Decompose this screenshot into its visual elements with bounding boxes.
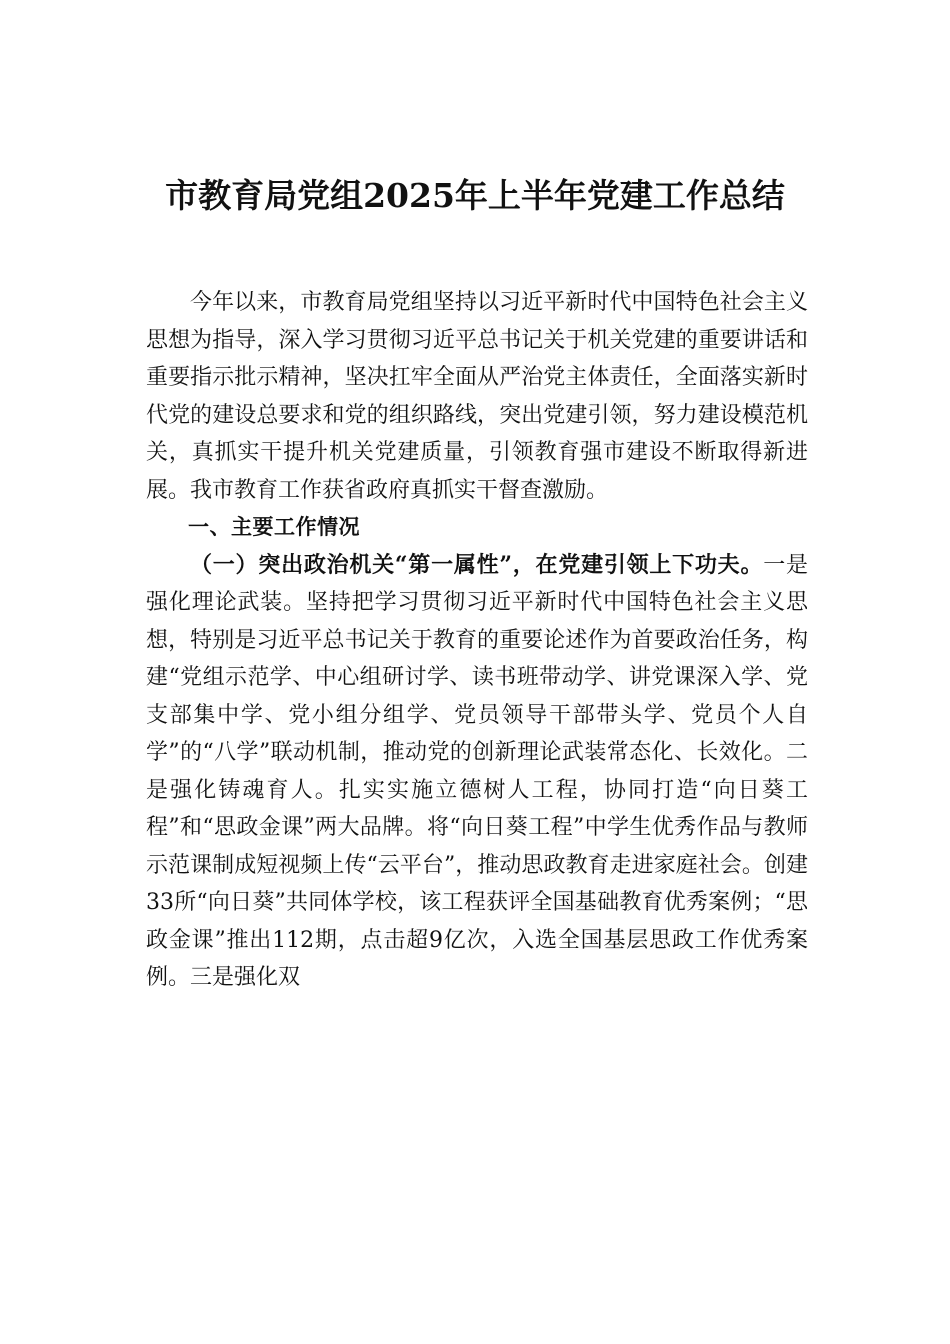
section-heading: 一、主要工作情况 xyxy=(188,515,360,539)
subsection-body: 一是强化理论武装。坚持把学习贯彻习近平新时代中国特色社会主义思想，特别是习近平总书记关于教育的重要论述作为首要政治任务，构建“党组示范学、中心组研讨学、读书班带动学、讲党课深入学、党支部集中学、党小组分组学、党员领导干部带头学、党员个人自学”的“八学”联动机制，推动党的创新理论武装常态化、长效化。二是强化铸魂育人。扎实实施立德树人工程，协同打造“向日葵工程”和“思政金课”两大品牌。将“向日葵工程”中学生优秀作品与教师示范课制成短视频上传“云平台”，推动思政教育走进家庭社会。创建33所“向日葵”共同体学校，该工程获评全国基础教育优秀案例；“思政金课”推出112期，点击超9亿次，入选全国基层思政工作优秀案例。三是强化双 xyxy=(146,552,808,990)
document-title: 市教育局党组2025年上半年党建工作总结 xyxy=(165,176,785,215)
intro-paragraph: 今年以来，市教育局党组坚持以习近平新时代中国特色社会主义思想为指导，深入学习贯彻习近平总书记关于机关党建的重要讲话和重要指示批示精神，坚决扛牢全面从严治党主体责任，全面落实新时代党的建设总要求和党的组织路线，突出党建引领，努力建设模范机关，真抓实干提升机关党建质量，引领教育强市建设不断取得新进展。我市教育工作获省政府真抓实干督查激励。 xyxy=(146,290,808,503)
subsection-title: （一）突出政治机关“第一属性”，在党建引领上下功夫。 xyxy=(190,551,764,578)
subsection-paragraph xyxy=(146,547,808,997)
document-body xyxy=(146,284,808,997)
